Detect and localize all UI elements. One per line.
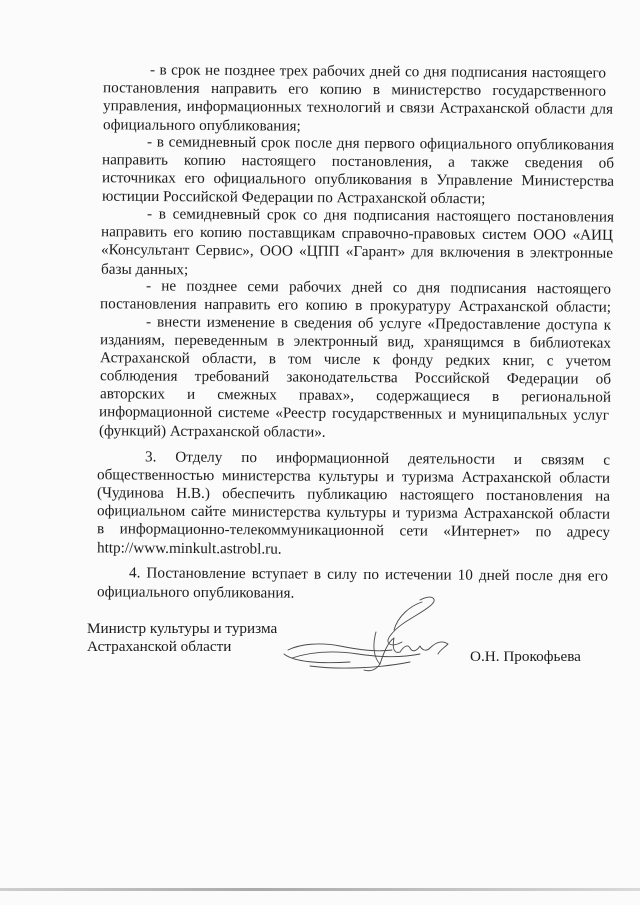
scan-edge-shadow bbox=[0, 888, 640, 891]
text-line: направить его копию поставщикам справочно-правовых систем ООО «АИЦ bbox=[100, 223, 614, 244]
text-line: 3. Отделу по информационной деятельности и связям с bbox=[144, 448, 611, 469]
text-line: источниках его официального опубликования в Управление Министерства bbox=[101, 169, 615, 190]
signer-position-line2: Астраханской области bbox=[87, 638, 232, 655]
text-line: (функций) Астраханской области». bbox=[98, 422, 326, 441]
text-line: 4. Постановление вступает в силу по истечении 10 дней после дня его bbox=[128, 564, 609, 585]
text-line: Астраханской области, в том числе к фонду редких книг, с учетом bbox=[99, 349, 612, 370]
text-line: общественностью министерства культуры и туризма Астраханской области bbox=[96, 466, 611, 487]
text-line: информационной системе «Реестр государственных и муниципальных услуг bbox=[98, 403, 610, 424]
text-line: официального опубликования. bbox=[96, 583, 295, 602]
text-line: - не позднее семи рабочих дней со дня подписания настоящего bbox=[145, 277, 612, 298]
text-line: - в срок не позднее трех рабочих дней со дня подписания настоящего bbox=[149, 61, 607, 82]
signer-position-line1: Министр культуры и туризма bbox=[87, 620, 278, 637]
text-line: юстиции Российской Федерации по Астраханской области; bbox=[101, 187, 486, 208]
text-line: изданиям, переведенным в электронный вид, хранящимся в библиотеках bbox=[99, 331, 612, 352]
text-line: в информационно-телекоммуникационной сети «Интернет» по адресу bbox=[96, 520, 611, 541]
text-line: - в семидневный срок после дня первого официального опубликования bbox=[146, 133, 615, 154]
text-line: http://www.minkult.astrobl.ru. bbox=[96, 539, 282, 558]
text-line: - внести изменение в сведения об услуге «Предоставление доступа к bbox=[145, 313, 612, 334]
handwritten-signature bbox=[280, 592, 470, 676]
text-line: (Чудинова Н.В.) обеспечить публикацию настоящего постановления на bbox=[96, 484, 611, 505]
text-line: управления, информационных технологий и связи Астраханской области для bbox=[102, 97, 614, 118]
text-line: направить копию настоящего постановления, а также сведения об bbox=[101, 151, 615, 172]
text-line: «Консультант Сервис», ООО «ЦПП «Гарант» для включения в электронные bbox=[100, 241, 614, 262]
text-line: официальном сайте министерства культуры и туризма Астраханской области bbox=[96, 502, 611, 523]
text-line: постановления направить его копию в прокуратуру Астраханской области; bbox=[99, 295, 612, 316]
text-line: официального опубликования; bbox=[102, 116, 301, 135]
text-line: постановления направить его копию в министерство государственного bbox=[102, 79, 607, 100]
text-line: соблюдения требований законодательства Российской Федерации об bbox=[99, 367, 612, 388]
text-line: авторских и смежных правах», содержащиеся в региональной bbox=[99, 385, 612, 406]
signer-name: О.Н. Прокофьева bbox=[470, 648, 581, 665]
text-line: - в семидневный срок со дня подписания настоящего постановления bbox=[146, 205, 615, 226]
text-line: базы данных; bbox=[100, 260, 189, 279]
